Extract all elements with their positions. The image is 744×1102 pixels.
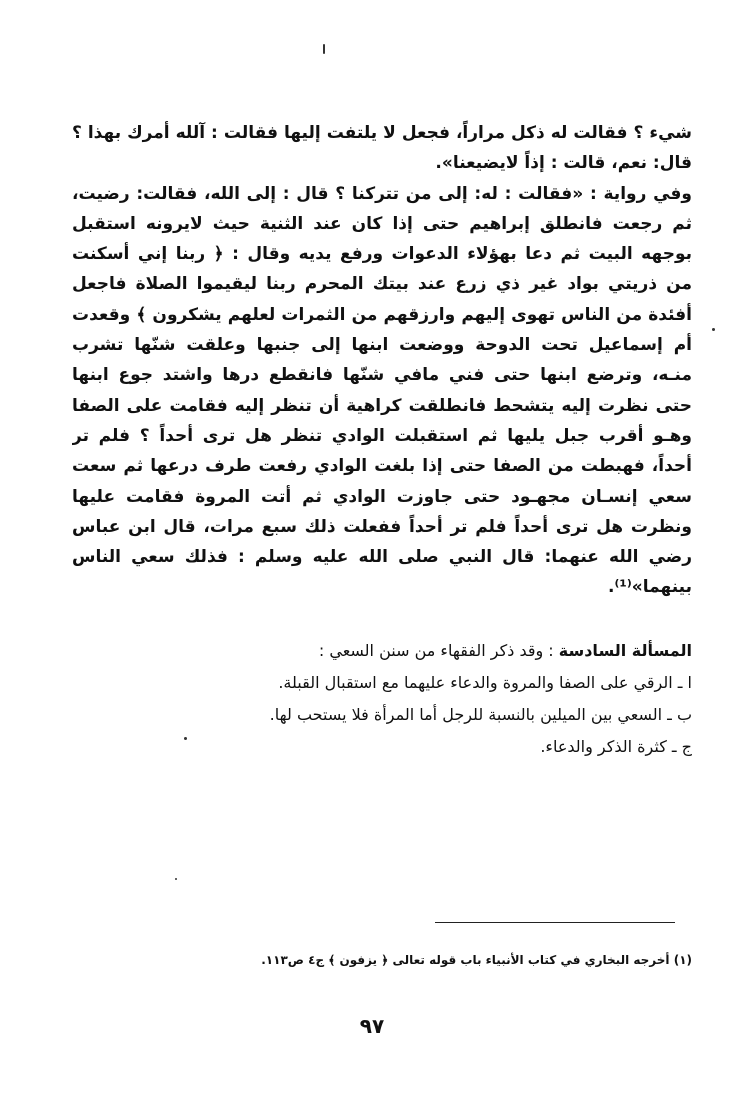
text-line-11: وهـو أقرب جبل يليها ثم استقبلت الوادي تنظر هل ترى أحداً ؟ فلم تر (72, 425, 692, 446)
text-line-14: ونظرت هل ترى أحداً فلم تر أحداً ففعلت ذلك سبع مرات، قال ابن عباس (72, 516, 692, 537)
page-number: ٩٧ (359, 1014, 385, 1038)
issue-item-jim: ج ـ كثرة الذكر والدعاء. (540, 737, 692, 756)
footnote-divider (435, 922, 675, 923)
text-line-12: أحداً، فهبطت من الصفا حتى إذا بلغت الوادي رفعت طرف درعها ثم سعت (72, 456, 692, 477)
text-line-6: من ذريتي بواد غير ذي زرع عند بيتك المحرم ربنا ليقيموا الصلاة فاجعل (72, 274, 692, 295)
text-line-8: أم إسماعيل تحت الدوحة ووضعت ابنها إلى جنبها وعلقت شنّها تشرب (72, 335, 692, 356)
issue-item-ba: ب ـ السعي بين الميلين بالنسبة للرجل أما المرأة فلا يستحب لها. (269, 705, 692, 724)
text-line-7: أفئدة من الناس تهوى إليهم وارزقهم من الثمرات لعلهم يشكرون ﴾ وقعدت (72, 304, 692, 325)
text-line-13: سعي إنسـان مجهـود حتى جاوزت الوادي ثم أتت المروة فقامت عليها (72, 486, 692, 507)
footnote: (١) أخرجه البخاري في كتاب الأنبياء باب قوله تعالى ﴿ يزفون ﴾ ج٤ ص١١٣. (261, 953, 692, 967)
scan-speck-top (323, 44, 325, 54)
scan-speck-mid (184, 737, 187, 740)
issue-intro: : وقد ذكر الفقهاء من سنن السعي : (318, 641, 559, 660)
text-line-2: قال: نعم، قالت : إذاً لايضيعنا». (435, 153, 692, 174)
text-line-3: وفي رواية : «فقالت : له: إلى من تتركنا ؟ قال : إلى الله، فقالت: رضيت، (72, 183, 692, 204)
issue-heading-row (150, 635, 692, 667)
text-line-1: شيء ؟ فقالت له ذكل مراراً، فجعل لا يلتفت إليها فقالت : آلله أمرك بهذا ؟ (72, 123, 692, 143)
scan-speck-low (175, 878, 177, 880)
issue-section (150, 635, 692, 763)
issue-heading: المسألة السادسة (558, 641, 692, 660)
main-text-block (72, 118, 692, 603)
text-line-16: بينهما»⁽¹⁾. (608, 577, 692, 598)
text-line-4: ثم رجعت فانطلق إبراهيم حتى إذا كان عند الثنية حيث لايرونه استقبل (72, 213, 692, 234)
text-line-9: منـه، وترضع ابنها حتى فني مافي شنّها فانقطع درها واشتد جوع ابنها (72, 365, 692, 386)
text-line-10: حتى نظرت إليه يتشحط فانطلقت كراهية أن تنظر إليه فقامت على الصفا (72, 395, 692, 416)
scan-speck-right (712, 328, 715, 331)
text-line-15: رضي الله عنهما: قال النبي صلى الله عليه وسلم : فذلك سعي الناس (72, 547, 692, 568)
issue-item-alif: ا ـ الرقي على الصفا والمروة والدعاء عليهما مع استقبال القبلة. (278, 673, 692, 692)
text-line-5: بوجهه البيت ثم دعا بهؤلاء الدعوات ورفع يديه وقال : ﴿ ربنا إني أسكنت (72, 244, 692, 265)
